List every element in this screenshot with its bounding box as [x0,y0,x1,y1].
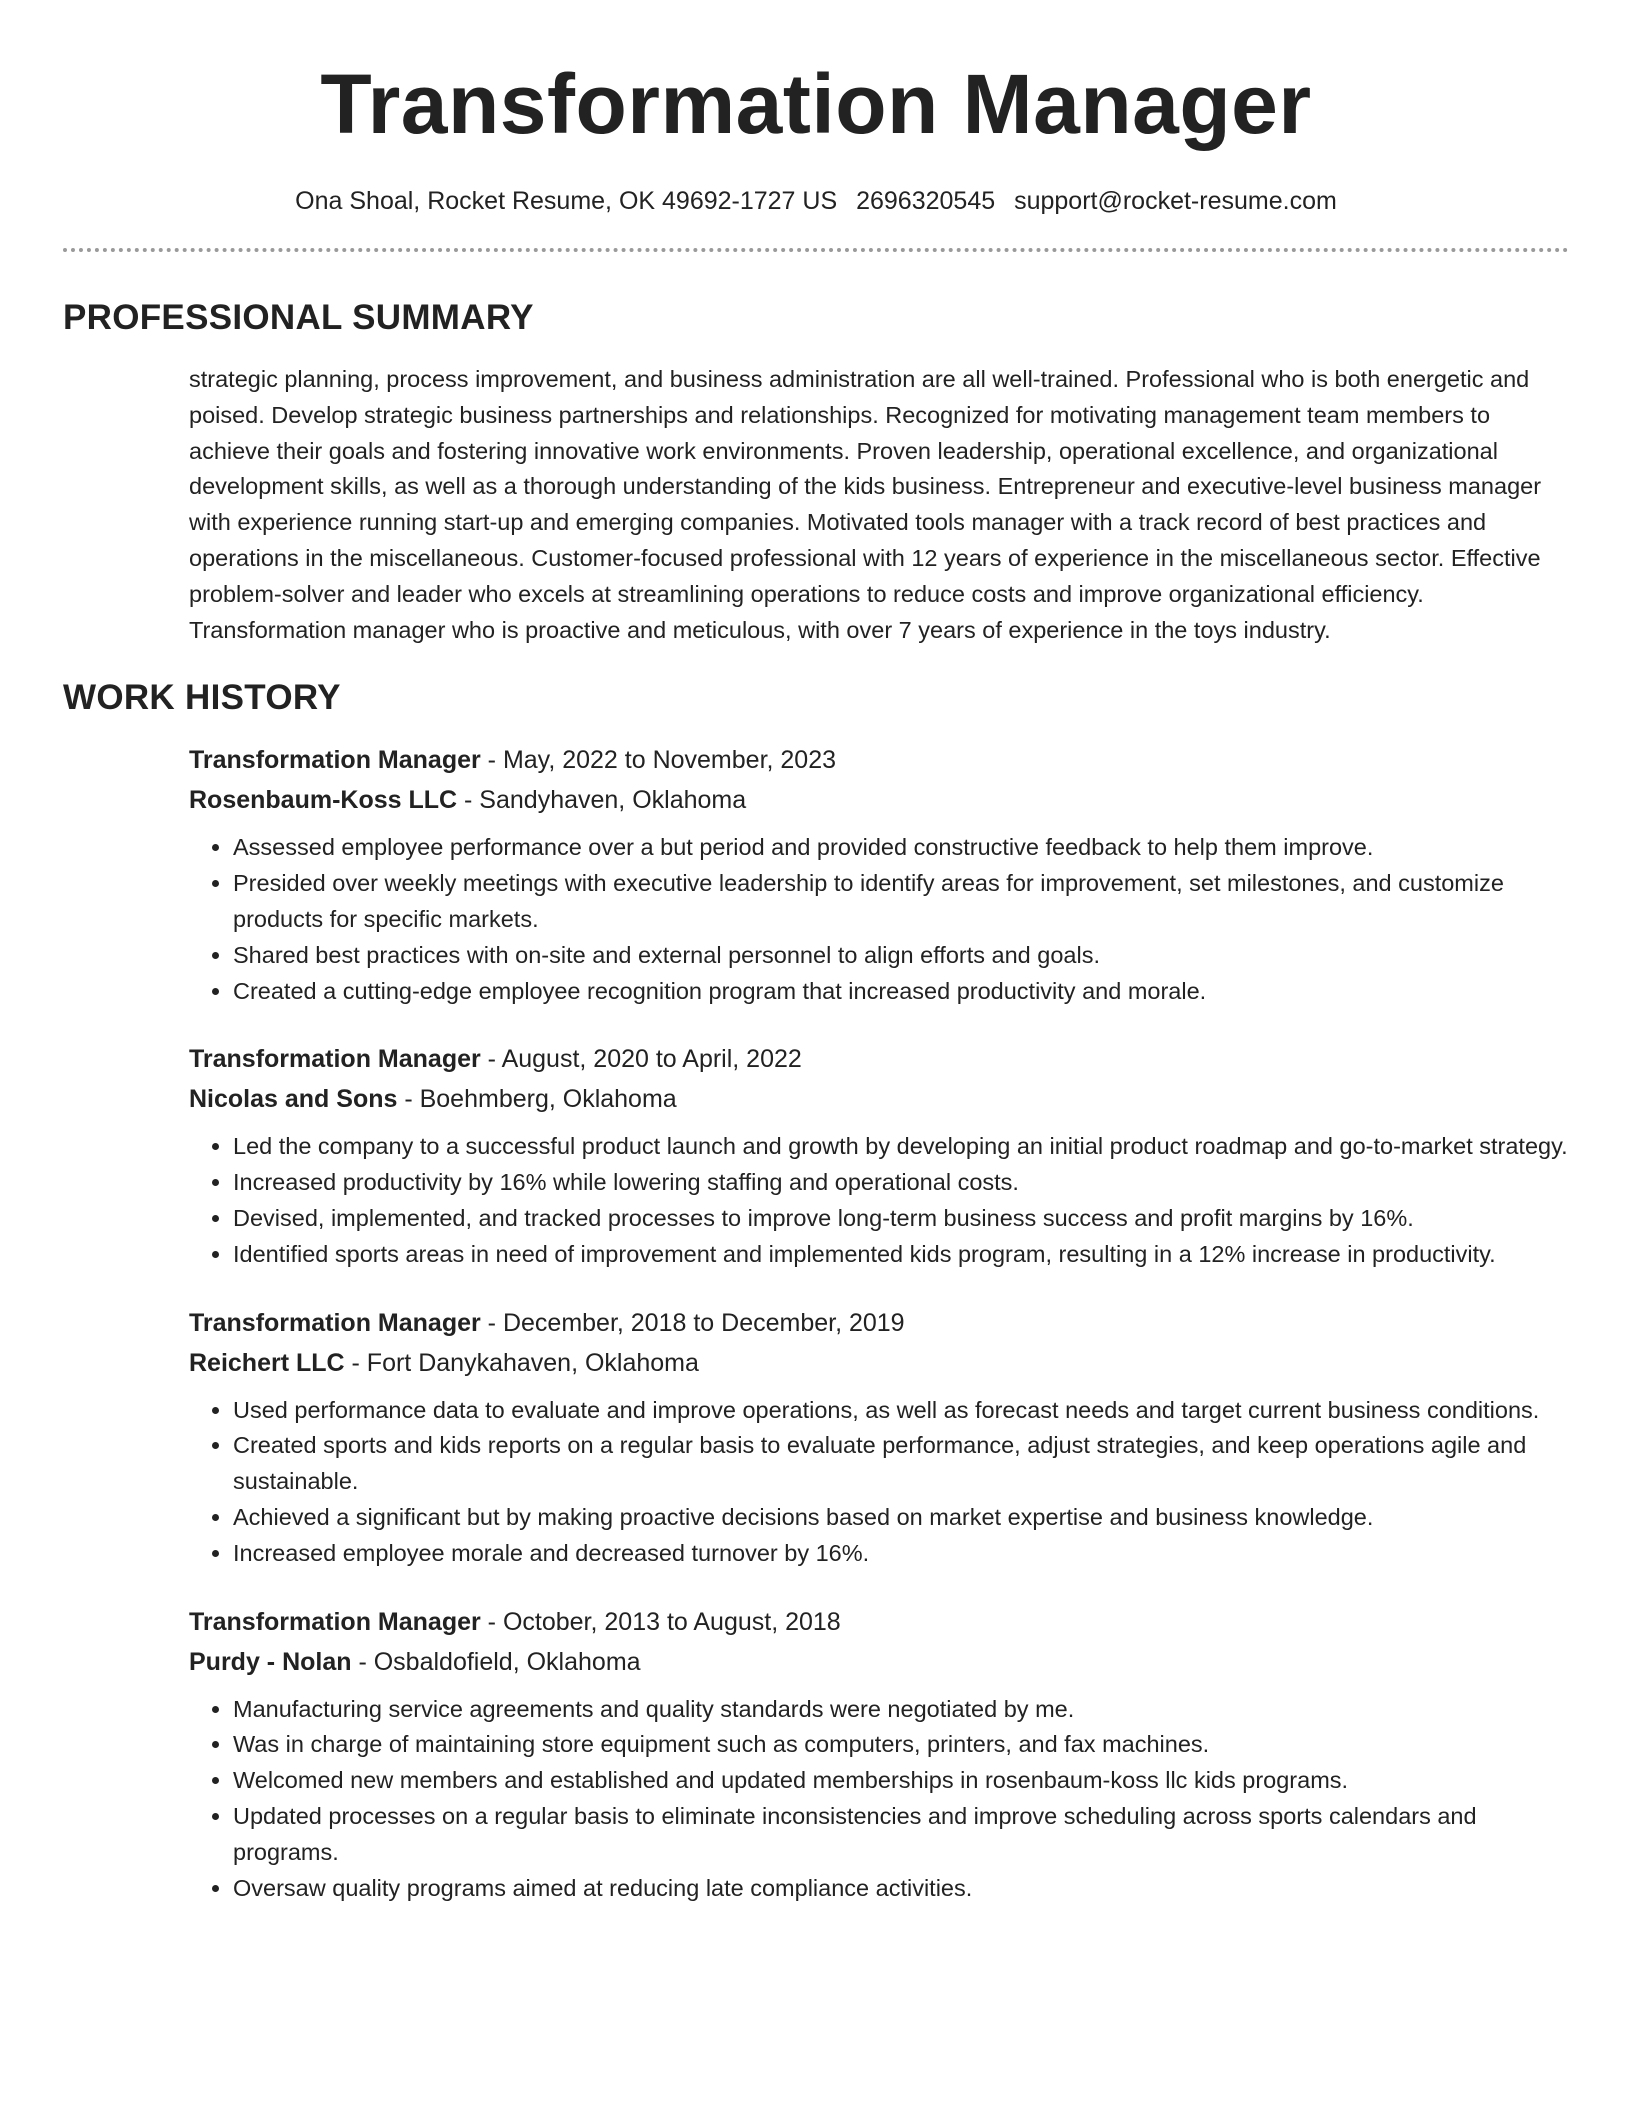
job-entry [189,1039,1569,1272]
job-location: - Fort Danykahaven, Oklahoma [344,1348,699,1377]
job-bullet: • Updated processes on a regular basis to eliminate inconsistencies and improve scheduling across sports calendars and programs. [233,1799,1569,1871]
job-bullet-list [189,830,1569,1009]
header-divider [63,248,1569,252]
job-bullet: • Created sports and kids reports on a regular basis to evaluate performance, adjust strategies, and keep operations agile and sustainable. [233,1428,1569,1500]
job-bullet-list [189,1393,1569,1572]
job-company: Rosenbaum-Koss LLC [189,786,458,815]
job-bullet: • Achieved a significant but by making proactive decisions based on market expertise and business knowledge. [233,1500,1569,1536]
job-location: - Boehmberg, Oklahoma [397,1085,677,1114]
job-entry [189,1602,1569,1907]
work-history-heading: WORK HISTORY [63,678,341,718]
job-entry [189,1303,1569,1572]
job-dates: - May, 2022 to November, 2023 [480,746,837,775]
job-bullet: • Led the company to a successful product launch and growth by developing an initial product roadmap and go-to-market strategy. [233,1129,1569,1165]
job-dates: - August, 2020 to April, 2022 [480,1045,802,1074]
job-company-line [189,1079,1569,1119]
job-company: Nicolas and Sons [189,1085,398,1114]
job-dates: - October, 2013 to August, 2018 [480,1607,841,1636]
job-bullet-list [189,1129,1569,1272]
job-bullet: • Manufacturing service agreements and quality standards were negotiated by me. [233,1692,1569,1728]
job-bullet: • Presided over weekly meetings with executive leadership to identify areas for improvement, set milestones, and customize products for specific markets. [233,866,1569,938]
job-dates: - December, 2018 to December, 2019 [480,1308,905,1337]
contact-phone: 2696320545 [856,187,996,215]
job-company-line [189,1642,1569,1682]
job-entry [189,740,1569,1009]
work-history-list [189,740,1569,1906]
job-title-line [189,1602,1569,1642]
contact-line [63,184,1569,218]
job-bullet: • Identified sports areas in need of improvement and implemented kids program, resulting in a 12% increase in productivity. [233,1237,1569,1273]
job-title: Transformation Manager [189,746,481,775]
job-location: - Osbaldofield, Oklahoma [351,1647,641,1676]
job-company: Reichert LLC [189,1348,345,1377]
job-title-line [189,1039,1569,1079]
job-bullet-list [189,1692,1569,1907]
job-title-line [189,1303,1569,1343]
job-bullet: • Welcomed new members and established and updated memberships in rosenbaum-koss llc kids programs. [233,1763,1569,1799]
job-bullet: • Assessed employee performance over a but period and provided constructive feedback to help them improve. [233,830,1569,866]
job-title: Transformation Manager [189,1045,481,1074]
job-company: Purdy - Nolan [189,1647,352,1676]
summary-paragraph: strategic planning, process improvement, and business administration are all well-trained. Professional who is both energetic and poised. Develop strategic business partnerships and relationships. Recognized for motivating management team members to achieve their goals and fostering innovative work environments. Proven leadership, operational excellence, and organizational development skills, as well as a thorough understanding of the kids business. Entrepreneur and executive-level business manager with experience running start-up and emerging companies. Motivated tools manager with a track record of best practices and operations in the miscellaneous. Customer-focused professional with 12 years of experience in the miscellaneous sector. Effective problem-solver and leader who excels at streamlining operations to reduce costs and improve organizational efficiency. Transformation manager who is proactive and meticulous, with over 7 years of experience in the toys industry. [189,366,1542,643]
job-title: Transformation Manager [189,1607,481,1636]
job-bullet: • Created a cutting-edge employee recognition program that increased productivity and morale. [233,974,1569,1010]
job-bullet: • Increased productivity by 16% while lowering staffing and operational costs. [233,1165,1569,1201]
job-bullet: • Increased employee morale and decreased turnover by 16%. [233,1536,1569,1572]
contact-address: Ona Shoal, Rocket Resume, OK 49692-1727 US [295,187,838,215]
job-title: Transformation Manager [189,1308,481,1337]
job-title-line [189,740,1569,780]
candidate-name: Transformation Manager [320,57,1312,151]
job-bullet: • Was in charge of maintaining store equipment such as computers, printers, and fax machines. [233,1727,1569,1763]
job-bullet: • Oversaw quality programs aimed at reducing late compliance activities. [233,1871,1569,1907]
summary-heading: PROFESSIONAL SUMMARY [63,298,534,337]
job-bullet: • Devised, implemented, and tracked processes to improve long-term business success and profit margins by 16%. [233,1201,1569,1237]
job-company-line [189,780,1569,820]
job-company-line [189,1343,1569,1383]
job-bullet: • Used performance data to evaluate and improve operations, as well as forecast needs and target current business conditions. [233,1393,1569,1429]
job-bullet: • Shared best practices with on-site and external personnel to align efforts and goals. [233,938,1569,974]
contact-email: support@rocket-resume.com [1014,187,1337,215]
job-location: - Sandyhaven, Oklahoma [457,786,747,815]
